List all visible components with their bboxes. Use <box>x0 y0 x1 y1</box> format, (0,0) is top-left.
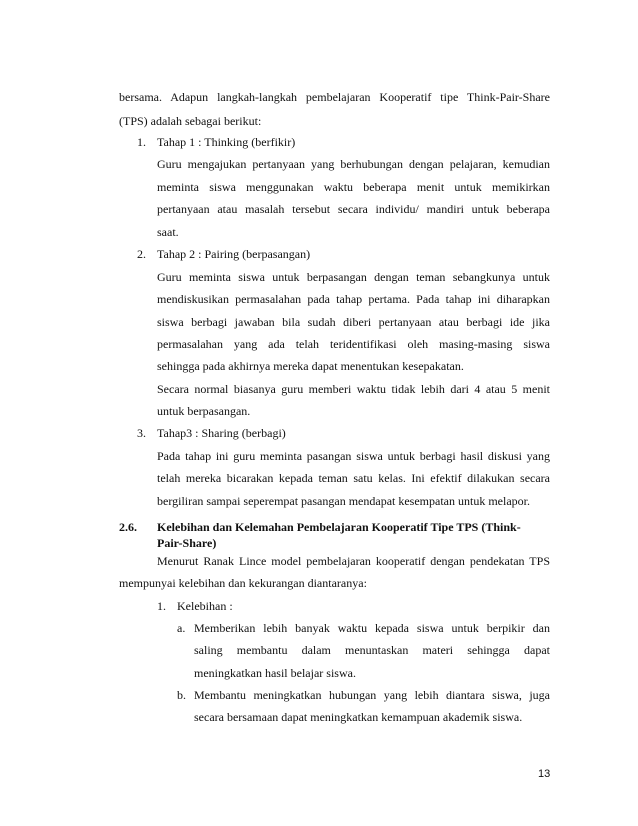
step-1-line-3: pertanyaan atau masalah tersebut secara individu/ mandiri untuk beberapa <box>157 202 550 216</box>
item-a-letter: a. <box>177 621 186 635</box>
section-heading-line-1: Kelebihan dan Kelemahan Pembelajaran Kooperatif Tipe TPS (Think- <box>157 520 521 534</box>
step-2-number: 2. <box>137 247 146 261</box>
step-3-number: 3. <box>137 426 146 440</box>
step-1-line-1: Guru mengajukan pertanyaan yang berhubungan dengan pelajaran, kemudian <box>157 157 550 171</box>
intro-line-1: bersama. Adapun langkah-langkah pembelajaran Kooperatif tipe Think-Pair-Share <box>119 90 550 104</box>
section-number: 2.6. <box>119 520 137 534</box>
list-title: Kelebihan : <box>177 599 233 613</box>
step-2-line-1: Guru meminta siswa untuk berpasangan dengan teman sebangkunya untuk <box>157 270 550 284</box>
step-3-line-1: Pada tahap ini guru meminta pasangan siswa untuk berbagi hasil diskusi yang <box>157 449 550 463</box>
step-2-line-7: untuk berpasangan. <box>157 404 251 418</box>
section-para-line-2: mempunyai kelebihan dan kekurangan diantaranya: <box>119 576 367 590</box>
item-a-line-1: Memberikan lebih banyak waktu kepada siswa untuk berpikir dan <box>194 621 550 635</box>
item-b-letter: b. <box>177 688 186 702</box>
step-1-title: Tahap 1 : Thinking (berfikir) <box>157 135 296 149</box>
step-1-line-2: meminta siswa menggunakan waktu beberapa menit untuk memikirkan <box>157 180 550 194</box>
step-2-line-5: sehingga pada akhirnya mereka dapat menentukan kesepakatan. <box>157 359 464 373</box>
step-3-line-2: telah mereka bicarakan kepada teman satu kelas. Ini efektif dilakukan secara <box>157 471 550 485</box>
item-b-line-1: Membantu meningkatkan hubungan yang lebih diantara siswa, juga <box>194 688 550 702</box>
item-a-line-2: saling membantu dalam menuntaskan materi sehingga dapat <box>194 643 550 657</box>
item-b-line-2: secara bersamaan dapat meningkatkan kemampuan akademik siswa. <box>194 710 523 724</box>
step-2-title: Tahap 2 : Pairing (berpasangan) <box>157 247 311 261</box>
page-number: 13 <box>538 768 551 780</box>
step-2-line-6: Secara normal biasanya guru memberi waktu tidak lebih dari 4 atau 5 menit <box>157 382 550 396</box>
item-a-line-3: meningkatkan hasil belajar siswa. <box>194 666 356 680</box>
step-1-number: 1. <box>137 135 146 149</box>
section-heading-line-2: Pair-Share) <box>157 536 217 550</box>
step-3-title: Tahap3 : Sharing (berbagi) <box>157 426 286 440</box>
step-1-line-4: saat. <box>157 225 179 239</box>
step-2-line-4: permasalahan yang ada telah teridentifikasi oleh masing-masing siswa <box>157 337 550 351</box>
intro-line-2: (TPS) adalah sebagai berikut: <box>119 114 262 128</box>
list-number: 1. <box>157 599 166 613</box>
section-para-line-1: Menurut Ranak Lince model pembelajaran kooperatif dengan pendekatan TPS <box>157 554 550 568</box>
step-2-line-2: mendiskusikan permasalahan pada tahap pertama. Pada tahap ini diharapkan <box>157 292 550 306</box>
step-3-line-3: bergiliran sampai seperempat pasangan mendapat kesempatan untuk melapor. <box>157 494 530 508</box>
step-2-line-3: siswa berbagi jawaban bila sudah diberi pertanyaan atau berbagi ide jika <box>157 315 550 329</box>
